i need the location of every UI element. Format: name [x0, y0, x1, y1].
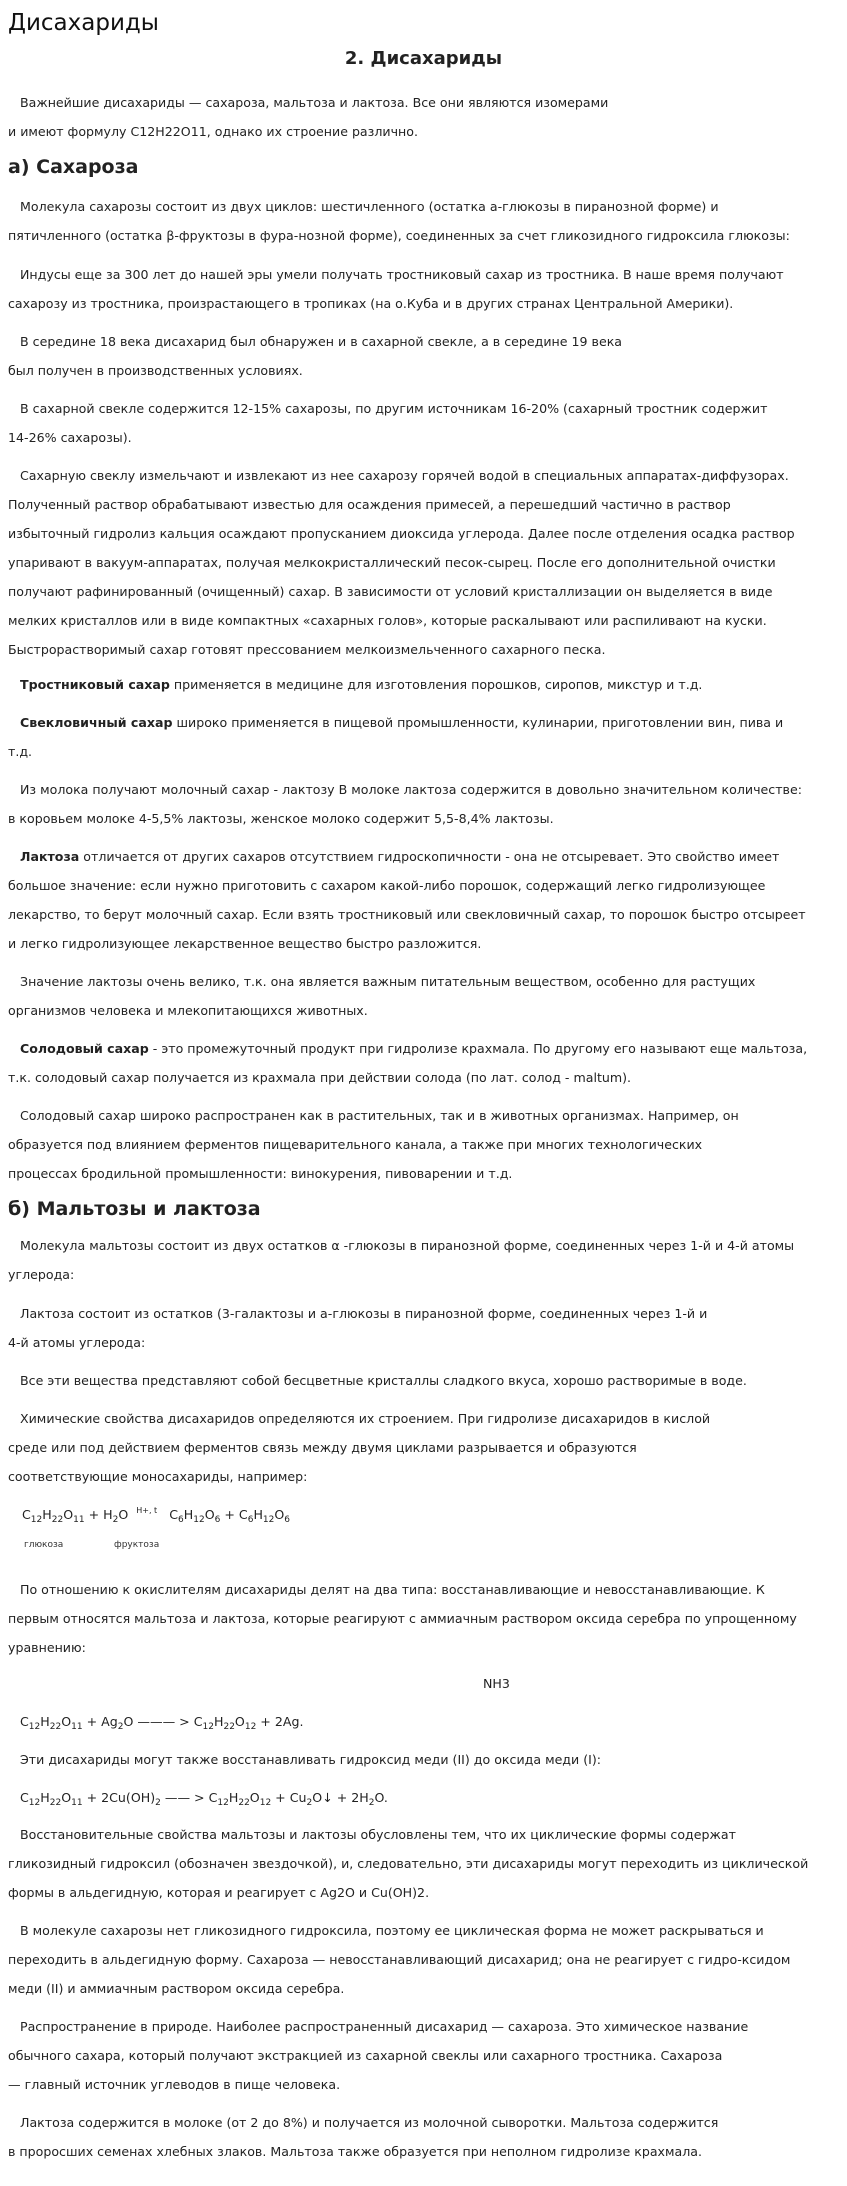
paragraph: Химические свойства дисахаридов определяются их строением. При гидролизе дисахаридов в кислой среде или под действием ферментов связь между двумя циклами разрывается и образуются соответствующие моносахариды, например:	[8, 1411, 711, 1484]
chapter-heading: 2. Дисахариды	[344, 48, 503, 69]
reaction-condition: NH3	[483, 1676, 510, 1691]
paragraph: Солодовый сахар - это промежуточный продукт при гидролизе крахмала. По другому его называют еще мальтоза, т.к. солодовый сахар получается из крахмала при действии солода (по лат. солод - maltum).	[8, 1041, 808, 1085]
silver-mirror-equation: $C_{12}H_{22}O_{11} + Ag_2O$ ——— > $C_{12}H_{22}O_{12} + 2Ag$.	[20, 1714, 304, 1732]
paragraph: Сахарную свеклу измельчают и извлекают из нее сахарозу горячей водой в специальных аппаратах-диффузорах. Полученный раствор обрабатывают известью для осаждения примесей, а перешедший частично в раствор избыточный гидролиз кальция осаждают пропусканием диоксида углерода. Далее после отделения осадка раствор упаривают в вакуум-аппаратах, получая мелкокристаллический песок-сырец. После его дополнительной очистки получают рафинированный (очищенный) сахар. В зависимости от условий кристаллизации он выделяется в виде мелких кристаллов или в виде компактных «сахарных голов», которые раскалывают или распиливают на куски. Быстрорастворимый сахар готовят прессованием мелкоизмельченного сахарного песка.	[8, 468, 795, 657]
paragraph: Солодовый сахар широко распространен как в растительных, так и в животных организмах. Например, он образуется под влиянием ферментов пищеварительного канала, а также при многих технологических процессах бродильной промышленности: винокурения, пивоварении и т.д.	[8, 1108, 739, 1181]
paragraph: Индусы еще за 300 лет до нашей эры умели получать тростниковый сахар из тростника. В наше время получают сахарозу из тростника, произрастающего в тропиках (на о.Куба и в других странах Центральной Америки).	[8, 267, 784, 311]
paragraph: Тростниковый сахар применяется в медицине для изготовления порошков, сиропов, микстур и т.д.	[20, 677, 703, 692]
paragraph: В сахарной свекле содержится 12-15% сахарозы, по другим источникам 16-20% (сахарный тростник содержит 14-26% сахарозы).	[8, 401, 768, 445]
paragraph: Молекула мальтозы состоит из двух остатков α -глюкозы в пиранозной форме, соединенных через 1-й и 4-й атомы углерода:	[8, 1238, 795, 1282]
fructose-label: фруктоза	[114, 1540, 160, 1550]
paragraph: Молекула сахарозы состоит из двух циклов: шестичленного (остатка a-глюкозы в пиранозной форме) и пятичленного (остатка β-фруктозы в фура-нозной форме), соединенных за счет гликозидного гидроксила глюкозы:	[8, 199, 790, 243]
hydrolysis-equation: $C_{12}H_{22}O_{11} + H_2O$ $^{H+, t}$ $C_6H_{12}O_6 + C_6H_{12}O_6$	[22, 1506, 291, 1525]
paragraph: Лактоза содержится в молоке (от 2 до 8%) и получается из молочной сыворотки. Мальтоза содержится в проросших семенах хлебных злаков. Мальтоза также образуется при неполном гидролизе крахмала.	[8, 2115, 719, 2159]
glucose-label: глюкоза	[24, 1540, 64, 1550]
paragraph: Лактоза отличается от других сахаров отсутствием гидроскопичности - она не отсыревает. Это свойство имеет большое значение: если нужно приготовить с сахаром какой-либо порошок, содержащий легко гидролизующее лекарство, то берут молочный сахар. Если взять тростниковый или свекловичный сахар, то порошок быстро отсыреет и легко гидролизующее лекарственное вещество быстро разложится.	[8, 849, 806, 951]
paragraph: Лактоза состоит из остатков (3-галактозы и а-глюкозы в пиранозной форме, соединенных через 1-й и 4-й атомы углерода:	[8, 1306, 708, 1350]
paragraph: В молекуле сахарозы нет гликозидного гидроксила, поэтому ее циклическая форма не может раскрываться и переходить в альдегидную форму. Сахароза — невосстанавливающий дисахарид; она не реагирует с гидро-ксидом меди (II) и аммиачным раствором оксида серебра.	[8, 1923, 791, 1996]
paragraph: В середине 18 века дисахарид был обнаружен и в сахарной свекле, а в середине 19 века был получен в производственных условиях.	[8, 334, 623, 378]
paragraph: Распространение в природе. Наиболее распространенный дисахарид — сахароза. Это химическое название обычного сахара, который получают экстракцией из сахарной свеклы или сахарного тростника. Сахароза — главный источник углеводов в пище человека.	[8, 2019, 749, 2092]
copper-equation: $C_{12}H_{22}O_{11} + 2Cu(OH)_2$ —— > $C_{12}H_{22}O_{12}$ + $Cu_2O↓ + 2H_2O$.	[20, 1790, 388, 1808]
intro-paragraph: Важнейшие дисахариды — сахароза, мальтоза и лактоза. Все они являются изомерами и имеют формулу С12Н22О11, однако их строение различно.	[8, 95, 609, 139]
section-heading-maltose-lactose: б) Мальтозы и лактоза	[8, 1198, 261, 1220]
page-title: Дисахариды	[8, 10, 159, 36]
paragraph: Значение лактозы очень велико, т.к. она является важным питательным веществом, особенно для растущих организмов человека и млекопитающихся животных.	[8, 974, 756, 1018]
paragraph: По отношению к окислителям дисахариды делят на два типа: восстанавливающие и невосстанавливающие. К первым относятся мальтоза и лактоза, которые реагируют с аммиачным раствором оксида серебра по упрощенному уравнению:	[8, 1582, 797, 1655]
paragraph: Все эти вещества представляют собой бесцветные кристаллы сладкого вкуса, хорошо растворимые в воде.	[20, 1373, 747, 1388]
section-heading-sucrose: а) Сахароза	[8, 156, 139, 178]
paragraph: Из молока получают молочный сахар - лактозу В молоке лактоза содержится в довольно значительном количестве: в коровьем молоке 4-5,5% лактозы, женское молоко содержит 5,5-8,4% лактозы.	[8, 782, 802, 826]
paragraph: Восстановительные свойства мальтозы и лактозы обусловлены тем, что их циклические формы содержат гликозидный гидроксил (обозначен звездочкой), и, следовательно, эти дисахариды могут переходить из циклической формы в альдегидную, которая и реагирует с Ag2O и Cu(OH)2.	[8, 1827, 809, 1900]
paragraph: Эти дисахариды могут также восстанавливать гидроксид меди (II) до оксида меди (I):	[20, 1752, 601, 1767]
paragraph: Свекловичный сахар широко применяется в пищевой промышленности, кулинарии, приготовлении вин, пива и т.д.	[8, 715, 784, 759]
